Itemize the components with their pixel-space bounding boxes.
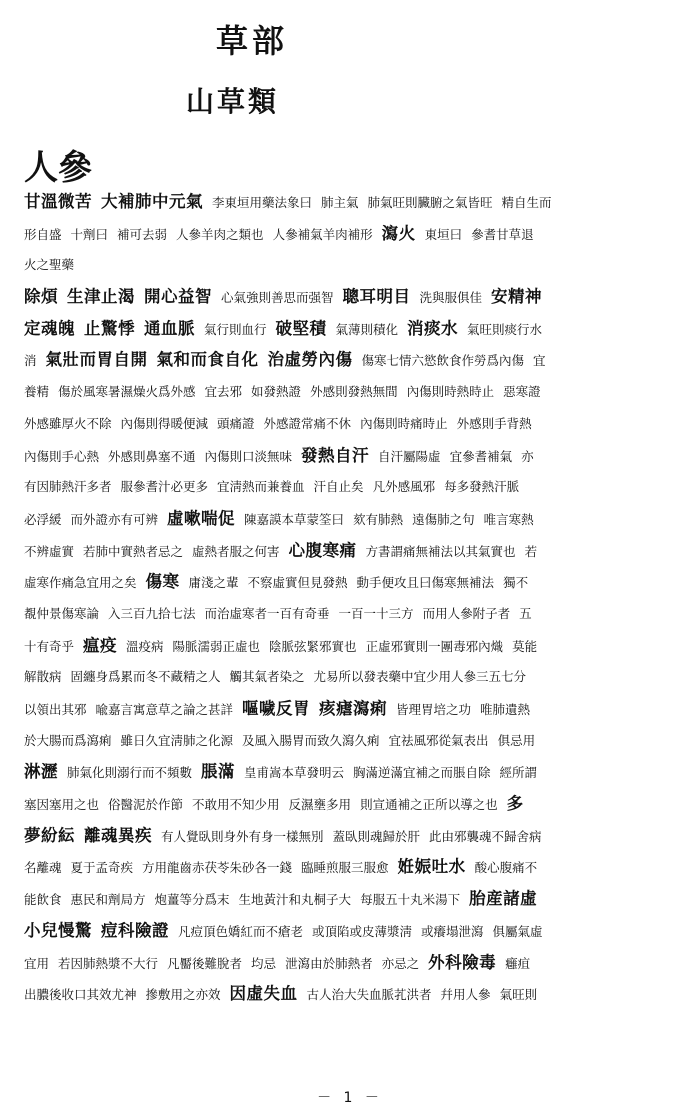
commentary-text: 惠民和劑局方 <box>70 892 146 908</box>
commentary-text: 出膿後收口其效尤神 <box>24 987 137 1003</box>
commentary-text: 補可去弱 <box>117 226 168 242</box>
commentary-text: 解散病 <box>24 669 62 685</box>
emphasis-term: 發熱自汗 <box>301 445 370 465</box>
text-line <box>24 661 676 693</box>
text-line <box>24 503 676 535</box>
commentary-text: 外感則手背熱 <box>456 415 532 431</box>
commentary-text: 東垣曰 <box>424 226 463 242</box>
commentary-text: 火之聖藥 <box>24 257 75 273</box>
commentary-text: 動手便攻且曰傷寒無補法 <box>356 575 495 591</box>
commentary-text: 內傷則時熱時止 <box>406 384 495 400</box>
emphasis-term: 止驚悸 <box>84 318 135 338</box>
commentary-text: 陽脈濡弱正虛也 <box>172 638 261 654</box>
commentary-text: 肺氣旺則臟腑之氣皆旺 <box>367 195 493 210</box>
emphasis-term: 傷寒 <box>145 572 180 592</box>
commentary-text: 唯言寒熱 <box>483 511 534 527</box>
text-line <box>24 313 676 345</box>
commentary-text: 內傷則得暖便減 <box>120 415 209 431</box>
text-line <box>24 535 676 567</box>
text-line <box>24 725 676 757</box>
herb-heading: 人參 <box>24 148 92 188</box>
text-line <box>24 218 676 250</box>
commentary-text: 亦忌之 <box>381 955 420 971</box>
commentary-text: 消 <box>24 353 37 369</box>
commentary-text: 均忌 <box>251 955 277 971</box>
commentary-text: 俱屬氣虛 <box>492 923 543 939</box>
commentary-text: 固纏身爲累而冬不藏精之人 <box>70 669 221 685</box>
commentary-text: 莫能 <box>512 638 538 654</box>
commentary-text: 以領出其邪 <box>24 702 87 717</box>
commentary-text: 人參補氣羊肉補形 <box>272 226 373 242</box>
commentary-text: 氣旺則痰行水 <box>467 321 543 337</box>
commentary-text: 及風入腸胃而致久瀉久痢 <box>242 732 380 748</box>
commentary-text: 宜淸熱而兼養血 <box>217 479 305 495</box>
commentary-text: 必浮緩 <box>24 511 62 527</box>
emphasis-term: 通血脈 <box>144 318 195 338</box>
commentary-text: 一百一十三方 <box>338 605 414 621</box>
text-body <box>24 186 676 1010</box>
commentary-text: 正虛邪實則一團毒邪內熾 <box>365 638 504 654</box>
commentary-text: 胸滿逆滿宜補之而脹自除 <box>353 765 491 781</box>
commentary-text: 臨睡煎服三服愈 <box>301 860 389 876</box>
commentary-text: 陳嘉謨本草蒙筌曰 <box>244 511 345 527</box>
emphasis-term: 治虛勞內傷 <box>267 350 353 370</box>
emphasis-term: 破堅積 <box>275 318 327 338</box>
emphasis-term: 胎産諸虛 <box>469 889 538 909</box>
commentary-text: 虛熱者服之何害 <box>192 543 280 559</box>
commentary-text: 入三百九拾七法 <box>108 605 196 621</box>
text-line <box>24 630 676 662</box>
text-line <box>24 978 676 1010</box>
commentary-text: 欬有肺熱 <box>353 511 404 527</box>
emphasis-term: 生津止渴 <box>67 287 135 307</box>
commentary-text: 而外證亦有可辨 <box>70 511 159 527</box>
commentary-text: 而治虛寒者一百有奇垂 <box>204 605 330 621</box>
commentary-text: 陰脈弦緊邪實也 <box>269 638 357 654</box>
commentary-text: 內傷則手心熱 <box>24 448 100 464</box>
commentary-text: 宜 <box>533 353 546 369</box>
text-line <box>24 820 676 852</box>
commentary-text: 觸其氣者染之 <box>229 669 305 685</box>
commentary-text: 洗與服俱佳 <box>419 290 483 306</box>
emphasis-term: 小兒慢驚 <box>24 920 92 940</box>
commentary-text: 若 <box>524 543 538 559</box>
commentary-text: 頭痛證 <box>217 415 255 431</box>
commentary-text: 塞因塞用之也 <box>24 797 100 813</box>
emphasis-term: 定魂魄 <box>24 318 75 338</box>
commentary-text: 幷用人參 <box>440 987 491 1003</box>
emphasis-term: 痘科險證 <box>101 920 169 940</box>
commentary-text: 傷寒七情六慾飲食作勞爲內傷 <box>361 353 525 369</box>
commentary-text: 外感則鼻塞不通 <box>108 448 196 464</box>
commentary-text: 皆理胃培之功 <box>396 702 472 717</box>
commentary-text: 能飮食 <box>24 892 62 908</box>
text-line <box>24 249 676 281</box>
emphasis-term: 瀉火 <box>381 223 416 243</box>
emphasis-term: 心腹寒痛 <box>288 540 357 560</box>
emphasis-term: 氣壯而胃自開 <box>45 350 148 370</box>
text-line <box>24 344 676 376</box>
section-heading: 草部 <box>216 22 289 60</box>
commentary-text: 亦 <box>521 448 534 464</box>
commentary-text: 人參羊肉之類也 <box>176 226 264 242</box>
emphasis-term: 痎瘧瀉痢 <box>319 699 388 718</box>
commentary-text: 遠傷肺之句 <box>412 511 475 527</box>
text-line <box>24 947 676 979</box>
commentary-text: 汗自止矣 <box>313 479 364 495</box>
commentary-text: 雖日久宜淸肺之化源 <box>120 732 234 748</box>
commentary-text: 溫疫病 <box>126 638 164 654</box>
commentary-text: 尤易所以發表藥中宜少用人參三五七分 <box>313 669 527 685</box>
commentary-text: 凡靨後難脫者 <box>167 955 243 971</box>
commentary-text: 反濕壅多用 <box>288 797 352 813</box>
emphasis-term: 安精神 <box>491 287 543 307</box>
emphasis-term: 多 <box>506 794 524 814</box>
commentary-text: 有因肺熱汗多者 <box>24 479 112 495</box>
text-line <box>24 440 676 472</box>
text-line <box>24 883 676 915</box>
emphasis-term: 聰耳明目 <box>342 287 411 307</box>
commentary-text: 每服五十丸米湯下 <box>360 892 461 908</box>
commentary-text: 覩仲景傷寒論 <box>24 605 100 621</box>
emphasis-term: 虛嗽喘促 <box>167 508 236 528</box>
commentary-text: 古人治大失血脈芤洪者 <box>306 987 432 1003</box>
emphasis-term: 瘟疫 <box>83 635 118 655</box>
category-heading: 山草類 <box>186 85 280 118</box>
commentary-text: 凡外感風邪 <box>372 479 436 495</box>
commentary-text: 方書謂痛無補法以其氣實也 <box>365 543 516 559</box>
commentary-text: 形自盛 <box>24 226 62 242</box>
commentary-text: 精自生而 <box>501 195 552 210</box>
commentary-text: 方用龍齒赤茯苓朱砂各一錢 <box>142 860 293 876</box>
commentary-text: 經所謂 <box>499 765 538 781</box>
text-line <box>24 693 676 725</box>
text-line <box>24 408 676 440</box>
commentary-text: 宜用 <box>24 955 50 971</box>
text-line <box>24 281 676 313</box>
commentary-text: 而用人參附子者 <box>422 605 511 621</box>
text-line <box>24 915 676 947</box>
commentary-text: 庸淺之輩 <box>188 575 239 591</box>
commentary-text: 摻敷用之亦效 <box>145 987 221 1003</box>
emphasis-term: 氣和而食自化 <box>156 350 259 370</box>
commentary-text: 李東垣用藥法象曰 <box>212 195 313 210</box>
commentary-text: 外感證常痛不休 <box>263 415 352 431</box>
commentary-text: 惡寒證 <box>503 384 541 400</box>
emphasis-term: 脹滿 <box>201 762 236 782</box>
commentary-text: 宜去邪 <box>204 384 243 400</box>
text-line <box>24 186 676 218</box>
commentary-text: 名離魂 <box>24 860 62 876</box>
commentary-text: 生地黃汁和丸桐子大 <box>238 892 352 908</box>
emphasis-term: 甘溫微苦 <box>24 192 92 211</box>
commentary-text: 酸心腹痛不 <box>474 860 538 876</box>
commentary-text: 如發熱證 <box>251 384 302 400</box>
commentary-text: 不敢用不知少用 <box>192 797 280 813</box>
commentary-text: 氣薄則積化 <box>335 321 399 337</box>
commentary-text: 肺主氣 <box>321 195 359 210</box>
commentary-text: 則宣通補之正所以導之也 <box>360 797 498 813</box>
commentary-text: 喩嘉言寓意草之論之甚詳 <box>95 702 234 717</box>
text-line <box>24 851 676 883</box>
text-line <box>24 471 676 503</box>
emphasis-term: 姙娠吐水 <box>397 857 466 877</box>
commentary-text: 虛寒作痛急宜用之矣 <box>24 575 137 591</box>
commentary-text: 外感則發熱無間 <box>310 384 398 400</box>
text-line <box>24 598 676 630</box>
commentary-text: 內傷則時痛時止 <box>360 415 448 431</box>
commentary-text: 每多發熱汗脈 <box>444 479 520 495</box>
commentary-text: 肺氣化則溺行而不頻數 <box>67 765 193 781</box>
commentary-text: 俗醫泥於作節 <box>108 797 184 813</box>
commentary-text: 氣旺則 <box>499 987 538 1003</box>
commentary-text: 炮薑等分爲末 <box>154 892 230 908</box>
commentary-text: 於大腸而爲瀉痢 <box>24 732 112 748</box>
text-line <box>24 566 676 598</box>
commentary-text: 內傷則口淡無味 <box>204 448 293 464</box>
commentary-text: 唯肺遺熱 <box>480 702 531 717</box>
commentary-text: 有人覺臥則身外有身一樣無別 <box>161 828 324 844</box>
commentary-text: 泄瀉由於肺熱者 <box>285 955 373 971</box>
commentary-text: 若肺中實熱者忌之 <box>83 543 184 559</box>
commentary-text: 凡痘頂色嬌紅而不瘡老 <box>178 923 304 939</box>
commentary-text: 或頂陷或皮薄漿淸 <box>312 923 413 939</box>
commentary-text: 外感雖厚火不除 <box>24 415 112 431</box>
commentary-text: 不察虛實但見發熱 <box>247 575 348 591</box>
commentary-text: 心氣強則善思而强智 <box>221 290 334 306</box>
emphasis-term: 嘔噦反胃 <box>242 699 311 718</box>
text-line <box>24 788 676 820</box>
commentary-text: 獨不 <box>503 575 529 591</box>
commentary-text: 不辨虛實 <box>24 543 75 559</box>
emphasis-term: 開心益智 <box>144 287 212 307</box>
commentary-text: 此由邪襲魂不歸舍病 <box>429 828 542 844</box>
commentary-text: 或癢塌泄瀉 <box>421 923 484 939</box>
commentary-text: 十有奇乎 <box>24 638 75 654</box>
commentary-text: 氣行則血行 <box>204 321 267 337</box>
emphasis-term: 除煩 <box>24 287 58 307</box>
emphasis-term: 夢紛紜 <box>24 825 75 845</box>
emphasis-term: 因虛失血 <box>229 984 298 1004</box>
commentary-text: 宜參耆補氣 <box>449 448 513 464</box>
commentary-text: 自汗屬陽虛 <box>378 448 441 464</box>
commentary-text: 服參耆汁必更多 <box>120 479 209 495</box>
commentary-text: 若因肺熱漿不大行 <box>58 955 159 971</box>
emphasis-term: 消痰水 <box>407 318 459 338</box>
emphasis-term: 外科險毒 <box>428 952 497 972</box>
emphasis-term: 大補肺中元氣 <box>101 192 203 211</box>
commentary-text: 五 <box>519 605 532 621</box>
commentary-text: 宜祛風邪從氣表出 <box>388 732 489 748</box>
commentary-text: 俱忌用 <box>497 732 536 748</box>
commentary-text: 參耆甘草退 <box>471 226 534 242</box>
commentary-text: 養精 <box>24 384 50 400</box>
emphasis-term: 淋瀝 <box>24 762 58 782</box>
text-line <box>24 376 676 408</box>
commentary-text: 夏于孟奇疾 <box>70 860 134 876</box>
commentary-text: 癰疽 <box>505 955 531 971</box>
text-line <box>24 756 676 788</box>
commentary-text: 蓋臥則魂歸於肝 <box>332 828 421 844</box>
emphasis-term: 離魂異疾 <box>84 825 152 845</box>
page-number: － 1 － <box>317 1090 383 1106</box>
commentary-text: 傷於風寒暑濕燥火爲外感 <box>58 384 196 400</box>
commentary-text: 十劑曰 <box>70 226 109 242</box>
commentary-text: 皇甫嵩本草發明云 <box>244 765 345 781</box>
